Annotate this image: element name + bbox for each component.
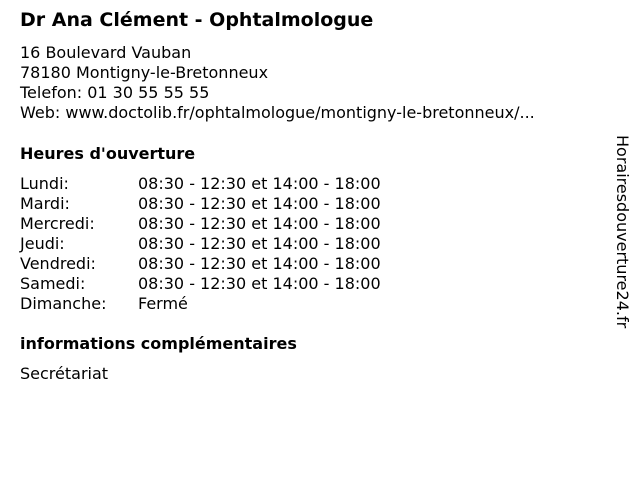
hours-time: 08:30 - 12:30 et 14:00 - 18:00: [138, 234, 381, 253]
hours-row-jeudi: [20, 234, 381, 254]
street-address: 16 Boulevard Vauban: [20, 43, 192, 62]
info-text: Secrétariat: [20, 364, 109, 383]
hours-row-mardi: [20, 194, 381, 214]
hours-row-dimanche: [20, 294, 381, 314]
hours-heading: Heures d'ouverture: [20, 144, 196, 163]
hours-row-mercredi: [20, 214, 381, 234]
address-block: [20, 43, 535, 123]
hours-time: 08:30 - 12:30 et 14:00 - 18:00: [138, 274, 381, 293]
hours-time: 08:30 - 12:30 et 14:00 - 18:00: [138, 214, 381, 233]
hours-day: Lundi:: [20, 174, 69, 193]
hours-day: Mercredi:: [20, 214, 95, 233]
watermark: [612, 135, 634, 375]
hours-day: Vendredi:: [20, 254, 96, 273]
hours-time: 08:30 - 12:30 et 14:00 - 18:00: [138, 254, 381, 273]
hours-day: Mardi:: [20, 194, 70, 213]
website-link[interactable]: Web: www.doctolib.fr/ophtalmologue/montigny-le-bretonneux/...: [20, 103, 535, 122]
info-heading: informations complémentaires: [20, 334, 297, 353]
hours-row-lundi: [20, 174, 381, 194]
page-title: Dr Ana Clément - Ophtalmologue: [20, 9, 374, 31]
hours-day: Jeudi:: [20, 234, 65, 253]
hours-time: Fermé: [138, 294, 188, 313]
hours-day: Dimanche:: [20, 294, 107, 313]
hours-table: [20, 174, 381, 314]
hours-row-samedi: [20, 274, 381, 294]
hours-time: 08:30 - 12:30 et 14:00 - 18:00: [138, 194, 381, 213]
hours-day: Samedi:: [20, 274, 86, 293]
city-address: 78180 Montigny-le-Bretonneux: [20, 63, 269, 82]
phone-number: Telefon: 01 30 55 55 55: [20, 83, 210, 102]
hours-row-vendredi: [20, 254, 381, 274]
hours-time: 08:30 - 12:30 et 14:00 - 18:00: [138, 174, 381, 193]
watermark-text: Horairesdouverture24.fr: [613, 135, 632, 329]
